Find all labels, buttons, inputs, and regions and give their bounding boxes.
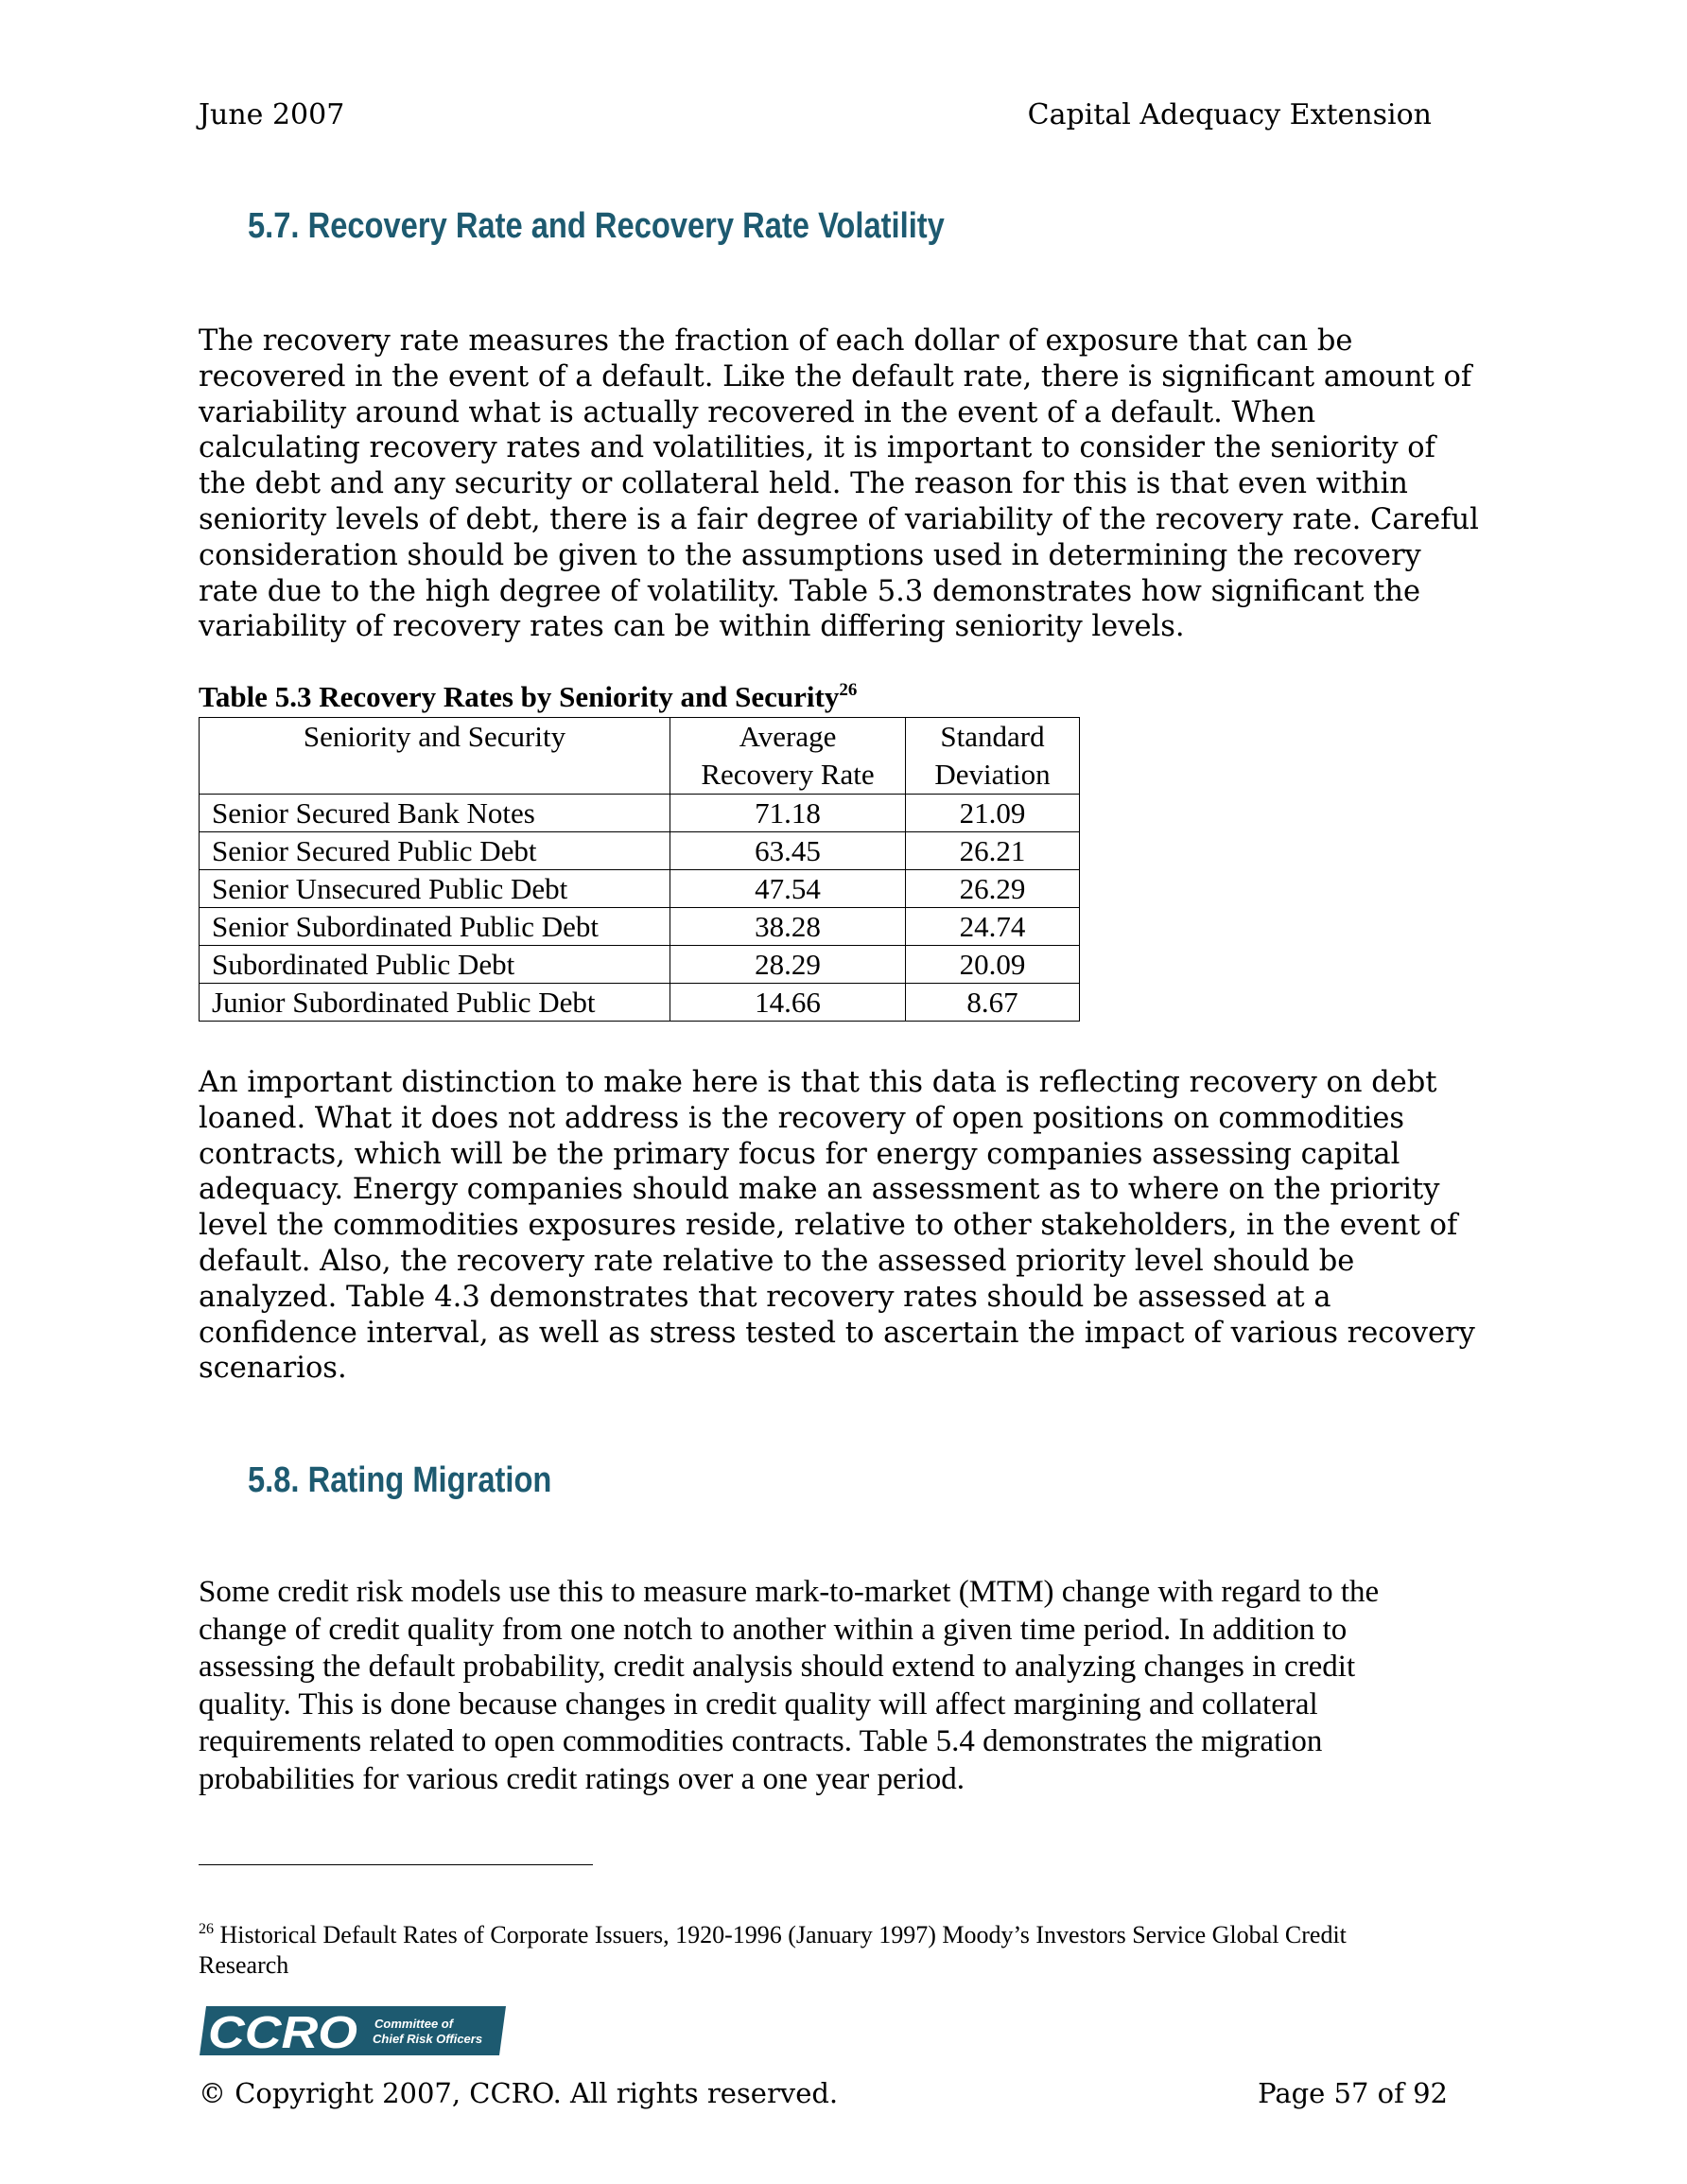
paragraph-line: the debt and any security or collateral held. The reason for this is that even within <box>199 467 1408 501</box>
table-row <box>200 984 1080 1022</box>
paragraph-line: loaned. What it does not address is the recovery of open positions on commodities <box>199 1101 1405 1135</box>
cell-seniority: Junior Subordinated Public Debt <box>200 984 670 1022</box>
footnote-text: Research <box>199 1951 289 1979</box>
column-header-seniority: Seniority and Security <box>200 718 670 795</box>
paragraph-line: Some credit risk models use this to measure mark-to-market (MTM) change with regard to the <box>199 1575 1380 1609</box>
column-header-std-deviation <box>906 718 1080 795</box>
paragraph-line: analyzed. Table 4.3 demonstrates that recovery rates should be assessed at a <box>199 1280 1331 1314</box>
paragraph-line: assessing the default probability, credit analysis should extend to analyzing changes in credit <box>199 1650 1356 1685</box>
table-row <box>200 908 1080 946</box>
cell-seniority: Senior Subordinated Public Debt <box>200 908 670 946</box>
cell-std-dev: 20.09 <box>906 946 1080 984</box>
paragraph-line: quality. This is done because changes in credit quality will affect margining and collateral <box>199 1686 1318 1721</box>
paragraph-line: variability around what is actually recovered in the event of a default. When <box>199 395 1316 429</box>
footnote-text: Historical Default Rates of Corporate Issuers, 1920-1996 (January 1997) Moody’s Investors Service Global Credit <box>214 1921 1347 1948</box>
paragraph-line: consideration should be given to the assumptions used in determining the recovery <box>199 538 1421 572</box>
column-header-average-recovery <box>670 718 906 795</box>
page-number: Page 57 of 92 <box>1258 2077 1448 2109</box>
paragraph-distinction <box>199 1065 1485 1387</box>
cell-std-dev: 26.21 <box>906 832 1080 870</box>
header-title: Capital Adequacy Extension <box>1027 98 1432 131</box>
paragraph-line: rate due to the high degree of volatility. Table 5.3 demonstrates how significant the <box>199 574 1421 608</box>
table-header-row <box>200 718 1080 795</box>
cell-average: 28.29 <box>670 946 906 984</box>
cell-seniority: Senior Secured Bank Notes <box>200 795 670 832</box>
paragraph-line: seniority levels of debt, there is a fair degree of variability of the recovery rate. Careful <box>199 502 1479 536</box>
paragraph-line: level the commodities exposures reside, relative to other stakeholders, in the event of <box>199 1209 1458 1243</box>
cell-std-dev: 24.74 <box>906 908 1080 946</box>
cell-average: 71.18 <box>670 795 906 832</box>
paragraph-line: contracts, which will be the primary focus for energy companies assessing capital <box>199 1137 1400 1171</box>
paragraph-line: probabilities for various credit ratings over a one year period. <box>199 1761 965 1796</box>
paragraph-recovery-rate <box>199 323 1485 645</box>
cell-average: 63.45 <box>670 832 906 870</box>
table-row <box>200 832 1080 870</box>
header-line: Average <box>739 720 837 753</box>
cell-average: 14.66 <box>670 984 906 1022</box>
cell-seniority: Subordinated Public Debt <box>200 946 670 984</box>
ccro-logo <box>199 2005 507 2056</box>
header-line: Recovery Rate <box>701 758 875 791</box>
cell-std-dev: 8.67 <box>906 984 1080 1022</box>
footnote-separator <box>199 1864 593 1865</box>
paragraph-line: The recovery rate measures the fraction of each dollar of exposure that can be <box>199 324 1353 358</box>
header-line: Deviation <box>934 758 1051 791</box>
cell-std-dev: 21.09 <box>906 795 1080 832</box>
paragraph-line: An important distinction to make here is that this data is reflecting recovery on debt <box>199 1066 1437 1099</box>
logo-mark: CCRO <box>208 2008 357 2056</box>
cell-seniority: Senior Secured Public Debt <box>200 832 670 870</box>
paragraph-line: scenarios. <box>199 1352 347 1386</box>
footnote-ref: 26 <box>839 680 858 700</box>
copyright: © Copyright 2007, CCRO. All rights reserved. <box>199 2077 839 2109</box>
footnote-number: 26 <box>199 1921 214 1937</box>
recovery-rates-table <box>199 717 1080 1022</box>
cell-seniority: Senior Unsecured Public Debt <box>200 870 670 908</box>
table-row <box>200 946 1080 984</box>
paragraph-line: calculating recovery rates and volatilities, it is important to consider the seniority of <box>199 431 1435 465</box>
table-row <box>200 870 1080 908</box>
logo-line: Committee of <box>374 2017 454 2031</box>
paragraph-line: requirements related to open commodities contracts. Table 5.4 demonstrates the migration <box>199 1724 1323 1759</box>
paragraph-rating-migration <box>199 1574 1485 1799</box>
paragraph-line: default. Also, the recovery rate relative to the assessed priority level should be <box>199 1244 1355 1278</box>
paragraph-line: adequacy. Energy companies should make an assessment as to where on the priority <box>199 1173 1440 1207</box>
section-heading: 5.8. Rating Migration <box>248 1460 552 1500</box>
section-heading: 5.7. Recovery Rate and Recovery Rate Volatility <box>248 206 945 246</box>
table-caption <box>199 680 857 714</box>
paragraph-line: variability of recovery rates can be within differing seniority levels. <box>199 610 1185 644</box>
cell-average: 47.54 <box>670 870 906 908</box>
table-caption-text: Table 5.3 Recovery Rates by Seniority and Security <box>199 680 840 713</box>
header-line: Standard <box>940 720 1045 753</box>
paragraph-line: change of credit quality from one notch to another within a given time period. In addition to <box>199 1612 1348 1647</box>
cell-average: 38.28 <box>670 908 906 946</box>
table-row <box>200 795 1080 832</box>
footnote <box>199 1914 1522 1981</box>
header-date: June 2007 <box>199 98 345 131</box>
cell-std-dev: 26.29 <box>906 870 1080 908</box>
paragraph-line: confidence interval, as well as stress tested to ascertain the impact of various recovery <box>199 1316 1475 1350</box>
logo-line: Chief Risk Officers <box>373 2032 483 2046</box>
paragraph-line: recovered in the event of a default. Like the default rate, there is significant amount of <box>199 359 1472 393</box>
